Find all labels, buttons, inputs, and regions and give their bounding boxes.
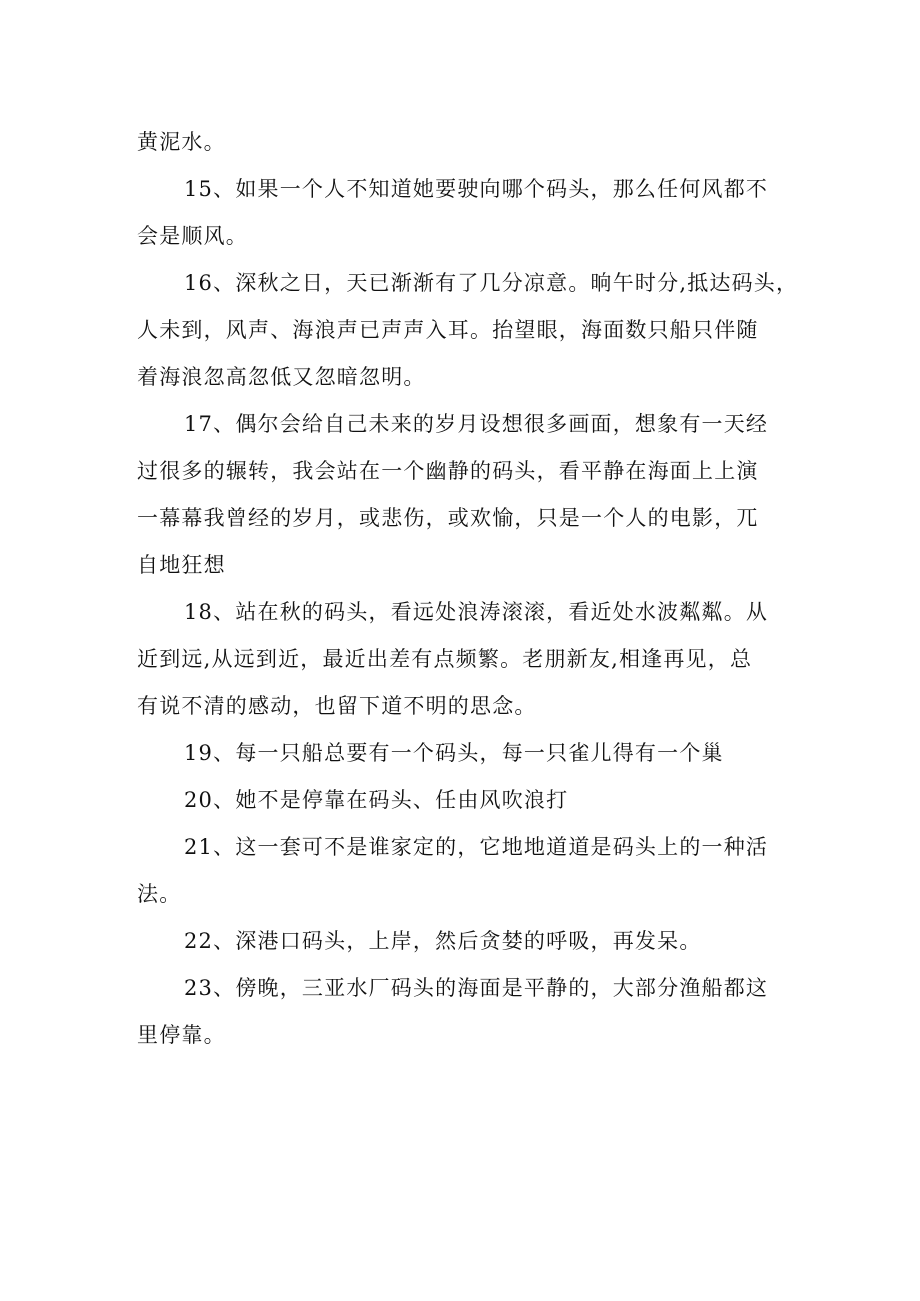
paragraph-18 bbox=[137, 589, 793, 730]
text-line: 18、站在秋的码头，看远处浪涛滚滚，看近处水波粼粼。从 bbox=[184, 600, 769, 624]
paragraph-19 bbox=[137, 730, 793, 777]
text-line: 22、深港口码头，上岸，然后贪婪的呼吸，再发呆。 bbox=[184, 929, 702, 953]
text-line: 15、如果一个人不知道她要驶向哪个码头，那么任何风都不 bbox=[184, 177, 769, 201]
paragraph-17 bbox=[137, 401, 793, 589]
paragraph-continued bbox=[137, 119, 793, 166]
text-line: 人未到，风声、海浪声已声声入耳。抬望眼，海面数只船只伴随 bbox=[137, 318, 759, 342]
text-line: 一幕幕我曾经的岁月，或悲伤，或欢愉，只是一个人的电影，兀 bbox=[137, 506, 759, 530]
text-line: 23、傍晚，三亚水厂码头的海面是平静的，大部分渔船都这 bbox=[184, 976, 769, 1000]
text-line: 里停靠。 bbox=[137, 1023, 226, 1047]
text-line: 有说不清的感动，也留下道不明的思念。 bbox=[137, 694, 537, 718]
text-line: 法。 bbox=[137, 882, 182, 906]
text-line: 着海浪忽高忽低又忽暗忽明。 bbox=[137, 365, 426, 389]
text-line: 黄泥水。 bbox=[137, 130, 226, 154]
text-line: 过很多的辗转，我会站在一个幽静的码头，看平静在海面上上演 bbox=[137, 459, 759, 483]
text-line: 会是顺风。 bbox=[137, 224, 248, 248]
text-line: 17、偶尔会给自己未来的岁月设想很多画面，想象有一天经 bbox=[184, 412, 769, 436]
document-body bbox=[137, 119, 799, 1059]
text-line: 16、深秋之日，天已渐渐有了几分凉意。晌午时分,抵达码头， bbox=[184, 271, 799, 295]
text-line: 近到远,从远到近，最近出差有点频繁。老朋新友,相逢再见，总 bbox=[137, 647, 753, 671]
text-line: 20、她不是停靠在码头、任由风吹浪打 bbox=[184, 788, 569, 812]
text-line: 19、每一只船总要有一个码头，每一只雀儿得有一个巢 bbox=[184, 741, 724, 765]
paragraph-20 bbox=[137, 777, 793, 824]
text-line: 自地狂想 bbox=[137, 553, 226, 577]
text-line: 21、这一套可不是谁家定的，它地地道道是码头上的一种活 bbox=[184, 835, 769, 859]
paragraph-15 bbox=[137, 166, 793, 260]
paragraph-22 bbox=[137, 918, 793, 965]
paragraph-16 bbox=[137, 260, 799, 401]
paragraph-23 bbox=[137, 965, 793, 1059]
paragraph-21 bbox=[137, 824, 793, 918]
